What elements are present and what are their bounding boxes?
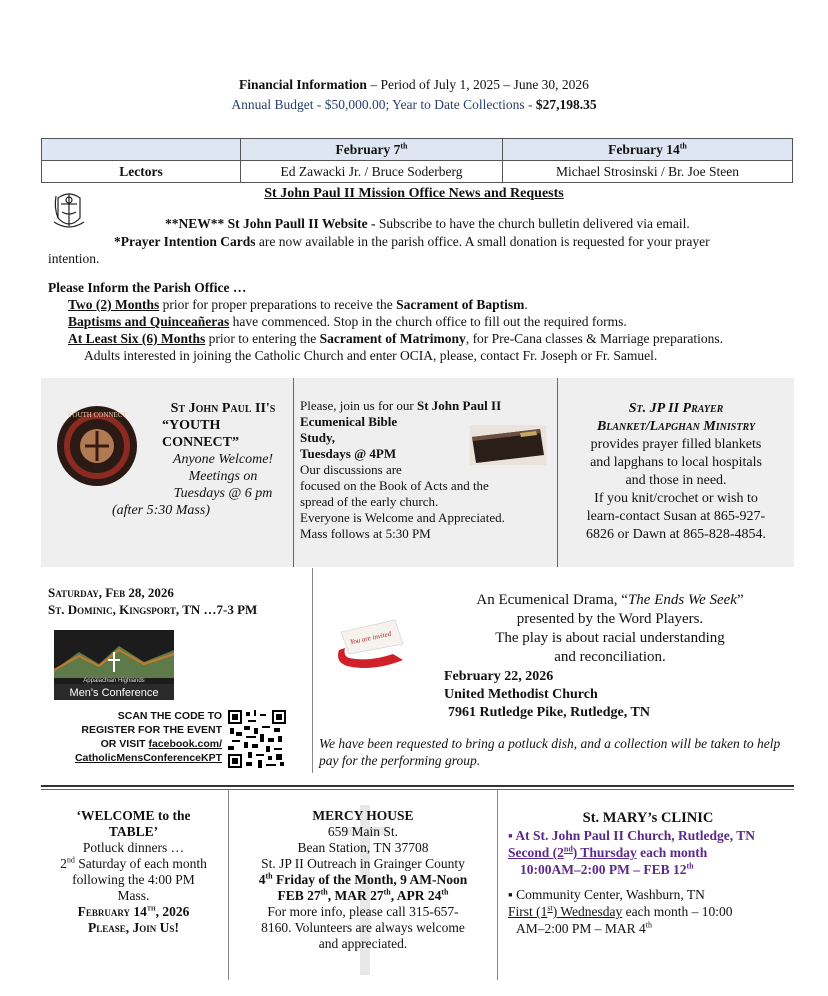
bible-icon bbox=[470, 425, 546, 465]
financial-label: Financial Information bbox=[239, 77, 367, 92]
blanket-title: Blanket/Lapghan Ministry bbox=[596, 419, 756, 434]
date-header bbox=[241, 139, 503, 161]
date-suffix: th bbox=[679, 141, 687, 150]
blanket-line: learn-contact Susan at 865-927- bbox=[586, 509, 766, 524]
welcome-date bbox=[41, 904, 226, 920]
mercy-line: St. JP II Outreach in Grainger County bbox=[261, 856, 465, 871]
mercy-line: and appreciated. bbox=[318, 936, 408, 951]
drama-play-name: The Ends We Seek bbox=[627, 592, 737, 608]
mens-logo-bottom: Men's Conference bbox=[69, 687, 159, 699]
facebook-link[interactable]: facebook.com/ bbox=[148, 738, 222, 750]
blanket-line: and lapghans to local hospitals bbox=[590, 455, 762, 470]
welcome-date-text: February 14 bbox=[77, 904, 147, 919]
financial-info bbox=[0, 77, 828, 93]
scan-line: REGISTER FOR THE EVENT bbox=[81, 724, 222, 736]
inform-title: Please Inform the Parish Office … bbox=[48, 280, 247, 295]
mercy-text: Friday of the Month, 9 AM-Noon bbox=[272, 872, 468, 887]
clinic-sup: th bbox=[686, 861, 694, 871]
ocia-notice: Adults interested in joining the Catholic Church and enter OCIA, please, contact Fr. Joseph or Fr. Samuel. bbox=[84, 348, 658, 363]
clinic-text: ) Thursday bbox=[572, 845, 637, 860]
welcome-join: Please, Join Us! bbox=[88, 920, 179, 935]
youth-connect-block bbox=[100, 400, 296, 519]
blanket-line: If you knit/crochet or wish to bbox=[594, 491, 758, 506]
inform-item-text: , for Pre-Cana classes & Marriage preparations. bbox=[465, 331, 723, 346]
inform-item bbox=[68, 331, 723, 347]
mens-conference-logo-icon bbox=[54, 630, 174, 700]
clinic-block bbox=[508, 810, 798, 937]
mercy-sup: th bbox=[441, 887, 449, 897]
clinic-text: ) Wednesday bbox=[552, 904, 623, 919]
youth-line: Anyone Welcome! bbox=[172, 452, 274, 467]
clinic-schedule bbox=[508, 844, 798, 861]
drama-line: and reconciliation. bbox=[554, 649, 666, 665]
table-row bbox=[42, 161, 793, 183]
drama-church: United Methodist Church bbox=[444, 687, 598, 702]
column-divider bbox=[557, 378, 558, 567]
drama-title-text: An Ecumenical Drama, “ bbox=[476, 592, 628, 608]
mercy-sup: th bbox=[320, 887, 328, 897]
blanket-line: 6826 or Dawn at 865-828-4854. bbox=[585, 527, 767, 542]
clinic-schedule bbox=[508, 903, 798, 920]
ribbon-text: You are invited bbox=[349, 629, 392, 647]
potluck-note: We have been requested to bring a potluck dish, and a collection will be taken to help pay for the performing group. bbox=[319, 736, 781, 768]
date-header bbox=[503, 139, 793, 161]
youth-title: CONNECT” bbox=[162, 435, 240, 450]
clinic-text: Second (2 bbox=[508, 845, 564, 860]
bible-intro-text: Please, join us for our bbox=[300, 398, 417, 413]
lectors-table bbox=[41, 138, 793, 183]
inform-item-sacrament: Sacrament of Baptism bbox=[396, 297, 525, 312]
column-divider bbox=[497, 790, 498, 980]
mercy-text: 4 bbox=[258, 872, 266, 887]
inform-item-sacrament: Sacrament of Matrimony bbox=[319, 331, 466, 346]
inform-item-text: . bbox=[524, 297, 528, 312]
scan-text: OR VISIT bbox=[100, 738, 149, 750]
drama-title-text: ” bbox=[736, 592, 744, 608]
drama-date: February 22, 2026 bbox=[444, 669, 554, 684]
drama-title bbox=[420, 591, 800, 610]
clinic-text: each month – 10:00 bbox=[622, 904, 733, 919]
mercy-sup: th bbox=[383, 887, 391, 897]
welcome-line bbox=[41, 856, 226, 872]
blanket-title: St. JP II Prayer bbox=[628, 401, 724, 416]
drama-address: 7961 Rutledge Pike, Rutledge, TN bbox=[448, 705, 650, 720]
youth-line: Meetings on bbox=[188, 469, 258, 484]
clinic-location: ▪ Community Center, Washburn, TN bbox=[508, 887, 705, 902]
mercy-date: FEB 27 bbox=[277, 888, 321, 903]
bible-line: Everyone is Welcome and Appreciated. bbox=[300, 510, 505, 525]
budget-text: Annual Budget - $50,000.00; Year to Date Collections - bbox=[231, 97, 536, 112]
qr-code-icon[interactable] bbox=[228, 710, 286, 768]
drama-block bbox=[420, 591, 800, 667]
welcome-line: following the 4:00 PM bbox=[72, 872, 195, 887]
bible-title: St John Paul II bbox=[416, 398, 502, 413]
inform-item-text: prior to entering the bbox=[205, 331, 320, 346]
mercy-schedule bbox=[232, 872, 494, 888]
facebook-link[interactable]: CatholicMensConferenceKPT bbox=[74, 752, 222, 764]
inform-item-text: prior for proper preparations to receive the bbox=[159, 297, 397, 312]
clinic-text: each month bbox=[636, 845, 708, 860]
section-rule bbox=[41, 789, 794, 790]
new-website-text: Subscribe to have the church bulletin delivered via email. bbox=[378, 216, 690, 231]
bible-study-block bbox=[300, 398, 550, 542]
inform-item-key: Baptisms and Quinceañeras bbox=[68, 314, 230, 329]
column-divider bbox=[312, 568, 313, 773]
youth-line: Tuesdays @ 6 pm bbox=[173, 486, 273, 501]
mercy-line: Bean Station, TN 37708 bbox=[297, 840, 429, 855]
blanket-line: provides prayer filled blankets bbox=[590, 437, 762, 452]
bible-line: Mass follows at 5:30 PM bbox=[300, 526, 431, 541]
clinic-sup: th bbox=[645, 920, 653, 930]
bible-intro bbox=[300, 398, 550, 414]
lectors-label: Lectors bbox=[42, 161, 241, 183]
mercy-house-block bbox=[232, 808, 494, 952]
scan-line: SCAN THE CODE TO bbox=[117, 710, 222, 722]
clinic-sup: st bbox=[547, 903, 553, 913]
mens-scan-instructions bbox=[50, 709, 222, 765]
mercy-date: , MAR 27 bbox=[327, 888, 384, 903]
date-text: February 7 bbox=[335, 141, 401, 157]
prayer-cards-label: *Prayer Intention Cards bbox=[114, 234, 256, 249]
scan-line bbox=[50, 737, 222, 751]
clinic-title: St. MARY’s CLINIC bbox=[582, 810, 714, 826]
mens-conference-place: St. Dominic, Kingsport, TN …7-3 PM bbox=[48, 602, 258, 617]
invitation-ribbon-icon bbox=[333, 610, 428, 672]
blanket-ministry-block bbox=[566, 400, 786, 544]
drama-details bbox=[444, 668, 650, 722]
financial-period: – Period of July 1, 2025 – June 30, 2026 bbox=[366, 77, 589, 92]
column-divider bbox=[228, 790, 229, 980]
prayer-cards-text: are now available in the parish office. A small donation is requested for your prayer bbox=[255, 234, 710, 249]
welcome-title: TABLE’ bbox=[108, 824, 159, 839]
mercy-line: For more info, please call 315-657- bbox=[267, 904, 459, 919]
clinic-hours bbox=[508, 920, 798, 937]
table-row bbox=[42, 139, 793, 161]
date-text: February 14 bbox=[608, 141, 680, 157]
welcome-sup: nd bbox=[66, 855, 75, 865]
mercy-line: 8160. Volunteers are always welcome bbox=[261, 920, 465, 935]
drama-line: presented by the Word Players. bbox=[516, 611, 704, 627]
inform-item bbox=[68, 297, 528, 313]
clinic-text: First (1 bbox=[508, 904, 548, 919]
welcome-line: Potluck dinners … bbox=[82, 840, 185, 855]
mercy-dates bbox=[232, 888, 494, 904]
welcome-table-block bbox=[41, 808, 226, 936]
clinic-hours bbox=[508, 861, 798, 878]
welcome-date-text: , 2026 bbox=[155, 904, 190, 919]
ytd-collections: $27,198.35 bbox=[535, 97, 597, 112]
youth-line: (after 5:30 Mass) bbox=[112, 503, 210, 518]
bible-title: Ecumenical Bible bbox=[300, 414, 398, 429]
pope-emblem-icon bbox=[48, 188, 90, 234]
date-suffix: th bbox=[400, 141, 408, 150]
inform-item bbox=[68, 314, 627, 330]
clinic-sup: nd bbox=[563, 844, 573, 854]
clinic-location: ▪ At St. John Paul II Church, Rutledge, TN bbox=[508, 828, 755, 843]
reader-cell: Ed Zawacki Jr. / Bruce Soderberg bbox=[241, 161, 503, 183]
blanket-line: and those in need. bbox=[625, 473, 727, 488]
reader-cell: Michael Strosinski / Br. Joe Steen bbox=[503, 161, 793, 183]
svg-text:YOUTH CONNECT: YOUTH CONNECT bbox=[67, 411, 127, 419]
inform-item-key: At Least Six (6) Months bbox=[68, 331, 206, 346]
welcome-text: 2 bbox=[60, 856, 67, 871]
bible-line: Our discussions are bbox=[300, 462, 402, 477]
mercy-date: , APR 24 bbox=[390, 888, 442, 903]
youth-title: St John Paul II's bbox=[170, 401, 276, 416]
mens-conference-date: Saturday, Feb 28, 2026 bbox=[48, 585, 174, 600]
welcome-title: ‘WELCOME to the bbox=[76, 808, 191, 823]
inform-item-key: Two (2) Months bbox=[68, 297, 160, 312]
youth-title: “YOUTH bbox=[162, 418, 221, 433]
new-website-label: **NEW** St John Paull II Website - bbox=[165, 216, 379, 231]
budget-line bbox=[0, 97, 828, 113]
clinic-text: AM–2:00 PM – MAR 4 bbox=[516, 921, 646, 936]
new-website-notice bbox=[165, 216, 690, 232]
section-rule bbox=[41, 785, 794, 787]
bible-time: Tuesdays @ 4PM bbox=[300, 446, 397, 461]
prayer-cards-notice bbox=[114, 234, 774, 250]
table-cell bbox=[42, 139, 241, 161]
inform-item-text: have commenced. Stop in the church office to fill out the required forms. bbox=[229, 314, 627, 329]
bible-line: spread of the early church. bbox=[300, 494, 439, 509]
prayer-cards-wrap: intention. bbox=[48, 251, 100, 266]
welcome-text: Saturday of each month bbox=[74, 856, 207, 871]
clinic-text: 10:00AM–2:00 PM – FEB 12 bbox=[520, 862, 687, 877]
mercy-title: MERCY HOUSE bbox=[312, 808, 414, 823]
welcome-line: Mass. bbox=[117, 888, 150, 903]
office-title: St John Paul II Mission Office News and Requests bbox=[264, 186, 564, 201]
mens-logo-top: Appalachian Highlands bbox=[83, 678, 145, 684]
mercy-sup: th bbox=[265, 871, 273, 881]
bible-title: Study, bbox=[300, 430, 336, 445]
welcome-sup: th bbox=[146, 903, 156, 913]
drama-line: The play is about racial understanding bbox=[495, 630, 725, 646]
mercy-line: 659 Main St. bbox=[327, 824, 399, 839]
bible-line: focused on the Book of Acts and the bbox=[300, 478, 489, 493]
